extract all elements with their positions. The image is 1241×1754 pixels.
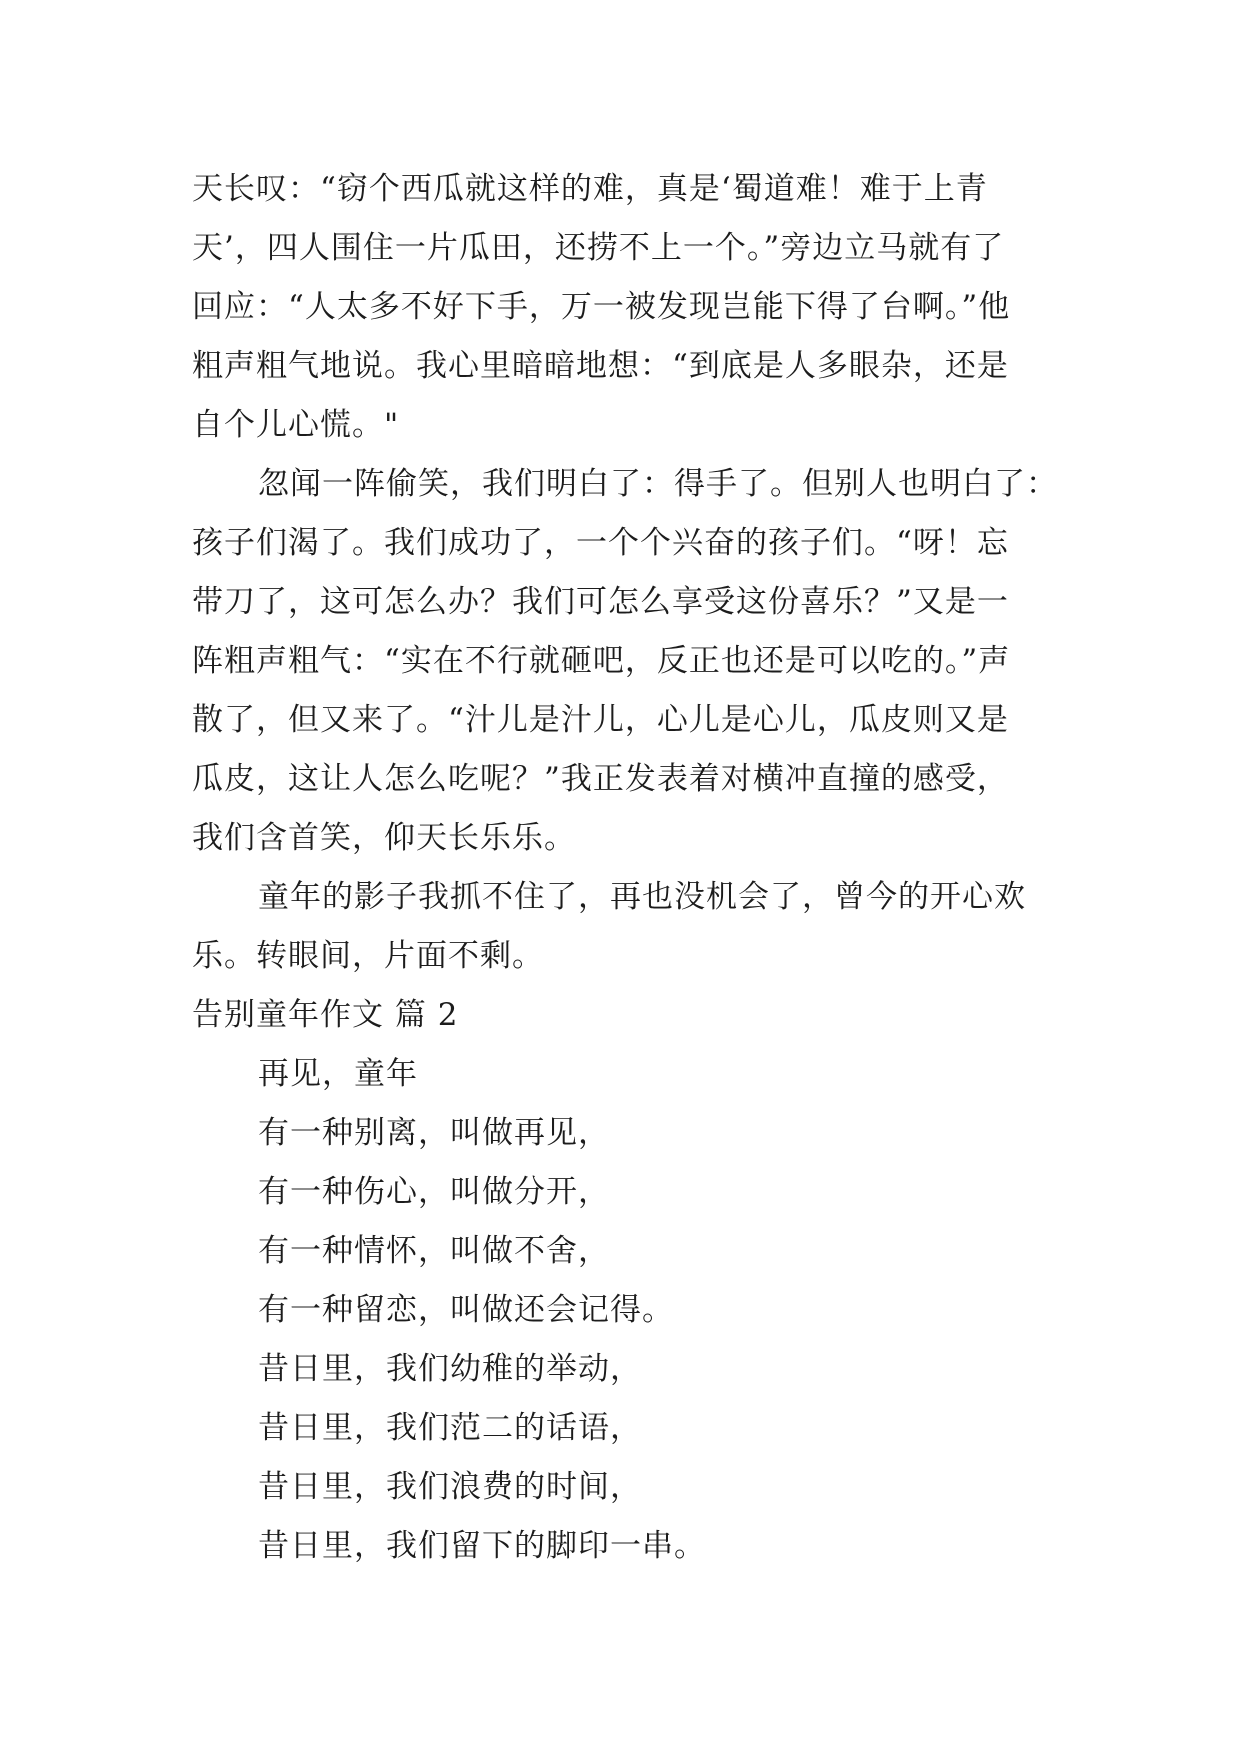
paragraph-line: 散了，但又来了。“汁儿是汁儿，心儿是心儿，瓜皮则又是 [192, 702, 1009, 738]
paragraph-line: 回应：“人太多不好下手，万一被发现岂能下得了台啊。”他 [192, 289, 1011, 325]
poem-title: 再见，童年 [258, 1056, 418, 1092]
poem-line: 昔日里，我们留下的脚印一串。 [258, 1528, 706, 1564]
poem-line: 昔日里，我们范二的话语， [258, 1410, 642, 1446]
paragraph-line: 天’，四人围住一片瓜田，还捞不上一个。”旁边立马就有了 [192, 230, 1005, 266]
paragraph-line: 我们含首笑，仰天长乐乐。 [192, 820, 576, 856]
document-body [192, 160, 1072, 1576]
poem-line: 有一种情怀，叫做不舍， [258, 1233, 610, 1269]
paragraph-line: 自个儿心慌。" [192, 407, 400, 443]
poem-line: 有一种留恋，叫做还会记得。 [258, 1292, 674, 1328]
paragraph-line: 童年的影子我抓不住了，再也没机会了，曾今的开心欢 [258, 879, 1026, 915]
paragraph-line: 天长叹：“窃个西瓜就这样的难，真是‘蜀道难！难于上青 [192, 171, 988, 207]
paragraph-line: 孩子们渴了。我们成功了，一个个兴奋的孩子们。“呀！忘 [192, 525, 1009, 561]
section-heading: 告别童年作文 篇 2 [192, 997, 459, 1033]
paragraph-line: 乐。转眼间，片面不剩。 [192, 938, 544, 974]
paragraph-line: 阵粗声粗气：“实在不行就砸吧，反正也还是可以吃的。”声 [192, 643, 1011, 679]
poem-line: 昔日里，我们幼稚的举动， [258, 1351, 642, 1387]
paragraph-line: 粗声粗气地说。我心里暗暗地想：“到底是人多眼杂，还是 [192, 348, 1009, 384]
paragraph-line: 瓜皮，这让人怎么吃呢？”我正发表着对横冲直撞的感受， [192, 761, 1009, 797]
paragraph-line: 忽闻一阵偷笑，我们明白了：得手了。但别人也明白了： [258, 466, 1058, 502]
paragraph-line: 带刀了，这可怎么办？我们可怎么享受这份喜乐？”又是一 [192, 584, 1009, 620]
poem-line: 有一种伤心，叫做分开， [258, 1174, 610, 1210]
poem-line: 有一种别离，叫做再见， [258, 1115, 610, 1151]
poem-line: 昔日里，我们浪费的时间， [258, 1469, 642, 1505]
